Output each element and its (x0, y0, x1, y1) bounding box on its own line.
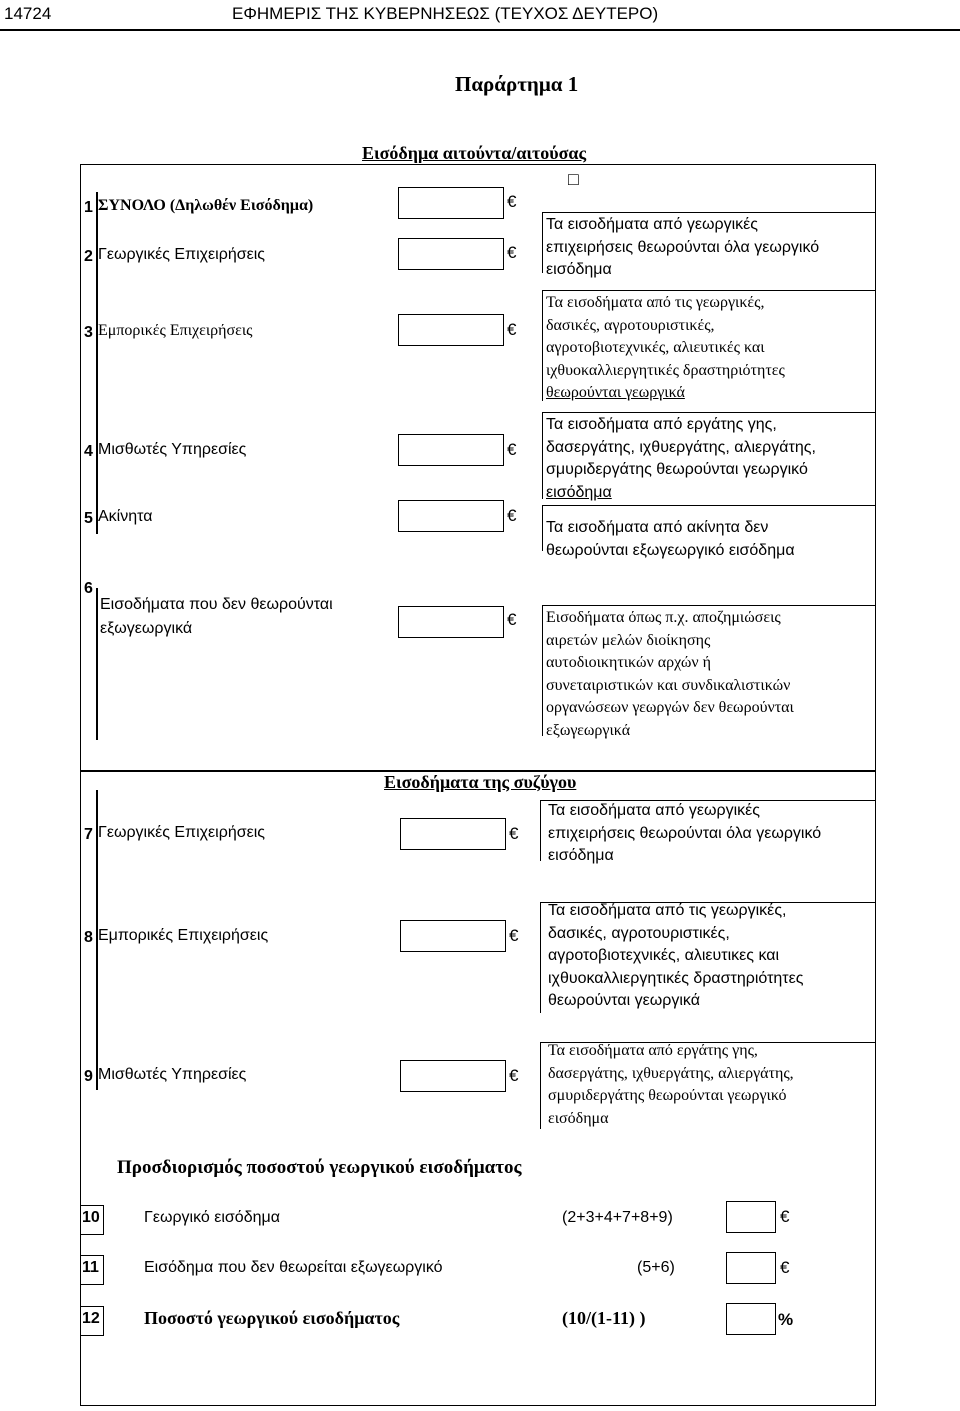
note-6: Τα εισοδήματα από γεωργικές επιχειρήσεις θεωρούνται όλα γεωργικό εισόδημα (548, 802, 822, 864)
section2-title: Εισοδήματα της συζύγου (384, 772, 577, 792)
row-6-label-line1: Εισοδήματα που δεν θεωρούνται (100, 596, 333, 613)
row-4-num: 4 (84, 443, 93, 460)
checkbox-glyph: □ (568, 169, 579, 189)
row-9-num: 9 (84, 1068, 93, 1085)
row-5-amount-field[interactable] (398, 500, 504, 532)
row-3-unit: € (507, 320, 517, 339)
row-1-amount-field[interactable] (398, 187, 504, 219)
row-8-unit: € (509, 926, 519, 945)
annex-title: Παράρτημα 1 (455, 72, 579, 96)
rownum-rule-1 (96, 192, 98, 534)
row-6-amount-field[interactable] (398, 606, 504, 638)
row-8-amount-field[interactable] (400, 920, 506, 952)
row-12-num: 12 (82, 1310, 100, 1327)
note-2: Τα εισοδήματα από τις γεωργικές, δασικές, αγροτουριστικές, αγροτοβιοτεχνικές, αλιευτικές και ιχθυοκαλλιεργητικές δραστηριότητες θεωρούνται γεωργικά (546, 294, 785, 401)
row-6-num: 6 (84, 580, 93, 597)
note-4: Τα εισοδήματα από ακίνητα δεν θεωρούνται εξωγεωργικό εισόδημα (546, 519, 795, 559)
row-7-num: 7 (84, 826, 93, 843)
row-11-unit: € (780, 1258, 790, 1277)
row-4-amount-field[interactable] (398, 434, 504, 466)
section1-title: Εισόδημα αιτούντα/αιτούσας (362, 143, 587, 163)
row-10-num: 10 (82, 1209, 100, 1226)
row-12-formula: (10/(1-11) ) (562, 1308, 646, 1328)
row-1-unit: € (507, 192, 517, 211)
row-11-formula: (5+6) (637, 1259, 675, 1276)
row-12-percent-field[interactable] (726, 1303, 776, 1335)
row-12-unit: % (778, 1310, 794, 1329)
row-2-unit: € (507, 243, 517, 262)
row-1-label: ΣΥΝΟΛΟ (Δηλωθέν Εισόδημα) (98, 197, 314, 214)
row-10-formula: (2+3+4+7+8+9) (562, 1209, 673, 1226)
rownum-rule-2 (96, 588, 98, 740)
row-12-label: Ποσοστό γεωργικού εισοδήματος (144, 1308, 400, 1328)
row-6-label-line2: εξωγεωργικά (100, 620, 193, 637)
note-3: Τα εισοδήματα από εργάτης γης, δασεργάτης, ιχθυεργάτης, αλιεργάτης, σμυριδεργάτης θεωρούνται γεωργικό εισόδημα (546, 416, 816, 501)
row-8-num: 8 (84, 929, 93, 946)
row-9-amount-field[interactable] (400, 1060, 506, 1092)
row-5-unit: € (507, 506, 517, 525)
row-4-label: Μισθωτές Υπηρεσίες (98, 441, 247, 458)
header-rule (0, 29, 960, 31)
row-11-num: 11 (82, 1259, 99, 1276)
row-3-label: Εμπορικές Επιχειρήσεις (98, 322, 253, 339)
gazette-title: ΕΦΗΜΕΡΙΣ ΤΗΣ ΚΥΒΕΡΝΗΣΕΩΣ (ΤΕΥΧΟΣ ΔΕΥΤΕΡΟ) (232, 4, 659, 23)
row-11-amount-field[interactable] (726, 1252, 776, 1284)
note-5: Εισοδήματα όπως π.χ. αποζημιώσεις αιρετών μελών διοίκησης αυτοδιοικητικών αρχών ή συνεταιριστικών και συνδικαλιστικών οργανώσεων γεωργών δεν θεωρούνται εξωγεωργικά (546, 609, 794, 739)
row-7-label: Γεωργικές Επιχειρήσεις (98, 824, 266, 841)
page-number: 14724 (4, 4, 52, 23)
row-9-unit: € (509, 1066, 519, 1085)
row-7-unit: € (509, 824, 519, 843)
row-5-label: Ακίνητα (98, 508, 153, 525)
row-5-num: 5 (84, 510, 93, 527)
note-1: Τα εισοδήματα από γεωργικές επιχειρήσεις θεωρούνται όλα γεωργικό εισόδημα (546, 216, 820, 278)
row-9-label: Μισθωτές Υπηρεσίες (98, 1066, 247, 1083)
row-8-label: Εμπορικές Επιχειρήσεις (98, 927, 269, 944)
row-2-amount-field[interactable] (398, 238, 504, 270)
row-1-num: 1 (84, 199, 93, 216)
row-10-amount-field[interactable] (726, 1201, 776, 1233)
row-7-amount-field[interactable] (400, 818, 506, 850)
row-6-unit: € (507, 610, 517, 629)
row-3-amount-field[interactable] (398, 314, 504, 346)
row-4-unit: € (507, 440, 517, 459)
section3-title: Προσδιορισμός ποσοστού γεωργικού εισοδήματος (117, 1157, 522, 1178)
note-8: Τα εισοδήματα από εργάτης γης, δασεργάτης, ιχθυεργάτης, αλιεργάτης, σμυριδεργάτης θεωρούνται γεωργικό εισόδημα (548, 1042, 794, 1127)
row-2-num: 2 (84, 248, 93, 265)
note-7: Τα εισοδήματα από τις γεωργικές, δασικές, αγροτουριστικές, αγροτοβιοτεχνικές, αλιευτικες και ιχθυοκαλλιεργητικές δραστηριότητες θεωρούνται γεωργικά (548, 902, 804, 1009)
row-11-label: Εισόδημα που δεν θεωρείται εξωγεωργικό (144, 1259, 443, 1276)
row-10-label: Γεωργικό εισόδημα (144, 1209, 280, 1226)
row-10-unit: € (780, 1207, 790, 1226)
row-3-num: 3 (84, 324, 93, 341)
row-2-label: Γεωργικές Επιχειρήσεις (98, 246, 266, 263)
